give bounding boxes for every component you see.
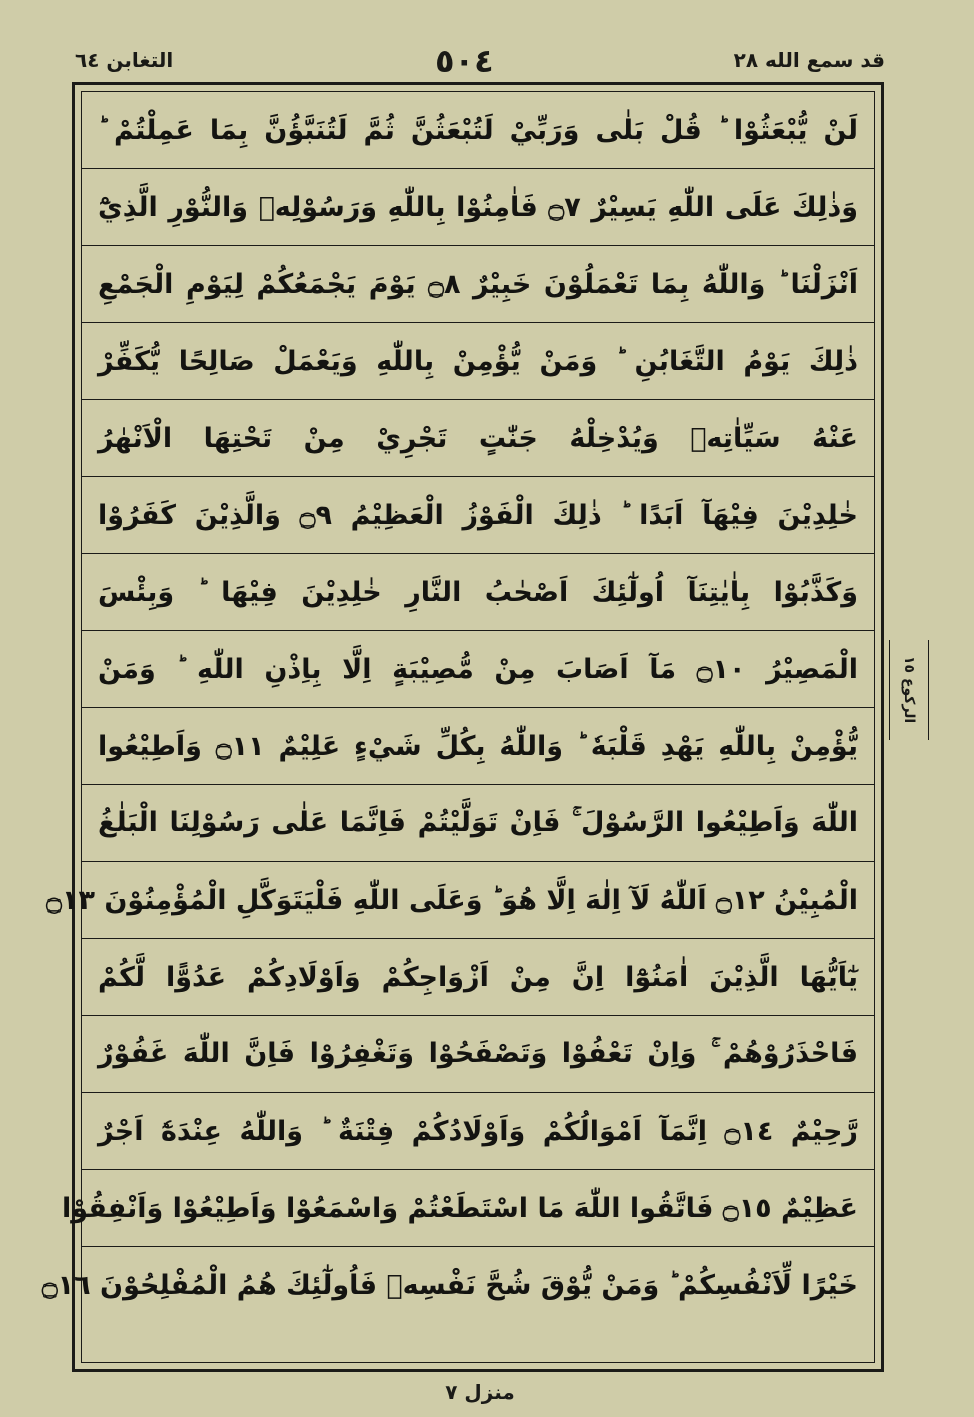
- verse-text: الْمَصِيْرُ ۝١٠ مَآ اَصَابَ مِنْ مُّصِيْبَةٍ اِلَّا بِاِذْنِ اللّٰهِ ؕ وَمَنْ: [98, 653, 858, 685]
- verse-text: الْمُبِيْنُ ۝١٢ اَللّٰهُ لَآ اِلٰهَ اِلَّا هُوَ ؕ وَعَلَى اللّٰهِ فَلْيَتَوَكَّلِ الْمُؤْمِنُوْنَ ۝١٣: [46, 884, 858, 916]
- verse-text: لَنْ يُّبْعَثُوْا ؕ قُلْ بَلٰى وَرَبِّيْ لَتُبْعَثُنَّ ثُمَّ لَتُنَبَّؤُنَّ بِمَا عَمِلْتُمْ ؕ: [98, 114, 858, 146]
- verse-text: رَّحِيْمٌ ۝١٤ اِنَّمَآ اَمْوَالُكُمْ وَاَوْلَادُكُمْ فِتْنَةٌ ؕ وَاللّٰهُ عِنْدَهٗٓ اَجْرٌ: [98, 1115, 858, 1147]
- text-line: [82, 92, 874, 169]
- text-line: [41, 1247, 874, 1324]
- text-line: [82, 554, 874, 631]
- verse-text: وَذٰلِكَ عَلَى اللّٰهِ يَسِيْرٌ ۝٧ فَاٰمِنُوْا بِاللّٰهِ وَرَسُوْلِهٖ وَالنُّوْرِ الَّذِيْٓ: [98, 191, 858, 223]
- text-line: [82, 169, 874, 246]
- text-line: [82, 1016, 874, 1093]
- verse-text: خٰلِدِيْنَ فِيْهَآ اَبَدًا ؕ ذٰلِكَ الْفَوْزُ الْعَظِيْمُ ۝٩ وَالَّذِيْنَ كَفَرُوْا: [98, 499, 858, 531]
- text-line: [82, 631, 874, 708]
- text-frame: [41, 82, 884, 1372]
- verse-text: عَنْهُ سَيِّاٰتِهٖ وَيُدْخِلْهُ جَنّٰتٍ تَجْرِيْ مِنْ تَحْتِهَا الْاَنْهٰرُ: [98, 422, 858, 454]
- verse-text: اللّٰهَ وَاَطِيْعُوا الرَّسُوْلَ ۚ فَاِنْ تَوَلَّيْتُمْ فَاِنَّمَا عَلٰى رَسُوْلِنَا الْبَلٰغُ: [98, 807, 858, 838]
- text-line: [82, 1093, 874, 1170]
- manzil-footer: منزل ٧: [445, 1380, 515, 1404]
- verse-text: فَاحْذَرُوْهُمْ ۚ وَاِنْ تَعْفُوْا وَتَصْفَحُوْا وَتَغْفِرُوْا فَاِنَّ اللّٰهَ غَفُوْرٌ: [98, 1038, 858, 1069]
- verse-text: يُّؤْمِنْ بِاللّٰهِ يَهْدِ قَلْبَهٗ ؕ وَاللّٰهُ بِكُلِّ شَيْءٍ عَلِيْمٌ ۝١١ وَاَطِيْعُوا: [98, 730, 858, 762]
- verse-text: يٰٓاَيُّهَا الَّذِيْنَ اٰمَنُوْٓا اِنَّ مِنْ اَزْوَاجِكُمْ وَاَوْلَادِكُمْ عَدُوًّا لَّكُمْ: [98, 961, 858, 993]
- ruku-marker: الركوع ١٥: [889, 640, 929, 740]
- page-number: ٥٠٤: [435, 42, 494, 80]
- text-line: [46, 862, 874, 939]
- page-header: [75, 42, 885, 80]
- verse-text: وَكَذَّبُوْا بِاٰيٰتِنَآ اُولٰٓئِكَ اَصْحٰبُ النَّارِ خٰلِدِيْنَ فِيْهَا ؕ وَبِئْسَ: [98, 576, 858, 608]
- text-frame-inner: [41, 91, 875, 1363]
- text-line: [82, 785, 874, 862]
- verse-text: ذٰلِكَ يَوْمُ التَّغَابُنِ ؕ وَمَنْ يُّؤْمِنْ بِاللّٰهِ وَيَعْمَلْ صَالِحًا يُّكَفِّرْ: [98, 345, 858, 377]
- text-line: [82, 246, 874, 323]
- text-line: [82, 400, 874, 477]
- surah-name-header: التغابن ٦٤: [75, 48, 174, 72]
- text-line: [62, 1170, 874, 1247]
- juz-name-header: قد سمع الله ٢٨: [733, 48, 885, 72]
- text-line: [82, 708, 874, 785]
- verse-text: عَظِيْمٌ ۝١٥ فَاتَّقُوا اللّٰهَ مَا اسْتَطَعْتُمْ وَاسْمَعُوْا وَاَطِيْعُوْا وَاَنْفِقُوْا: [62, 1192, 858, 1224]
- text-line: [82, 477, 874, 554]
- verse-text: اَنْزَلْنَا ؕ وَاللّٰهُ بِمَا تَعْمَلُوْنَ خَبِيْرٌ ۝٨ يَوْمَ يَجْمَعُكُمْ لِيَوْمِ الْجَمْعِ: [98, 268, 858, 300]
- text-line: [82, 939, 874, 1016]
- text-line: [82, 323, 874, 400]
- verse-text: خَيْرًا لِّاَنْفُسِكُمْ ؕ وَمَنْ يُّوْقَ شُحَّ نَفْسِهٖ فَاُولٰٓئِكَ هُمُ الْمُفْلِحُوْنَ ۝١٦: [41, 1270, 858, 1301]
